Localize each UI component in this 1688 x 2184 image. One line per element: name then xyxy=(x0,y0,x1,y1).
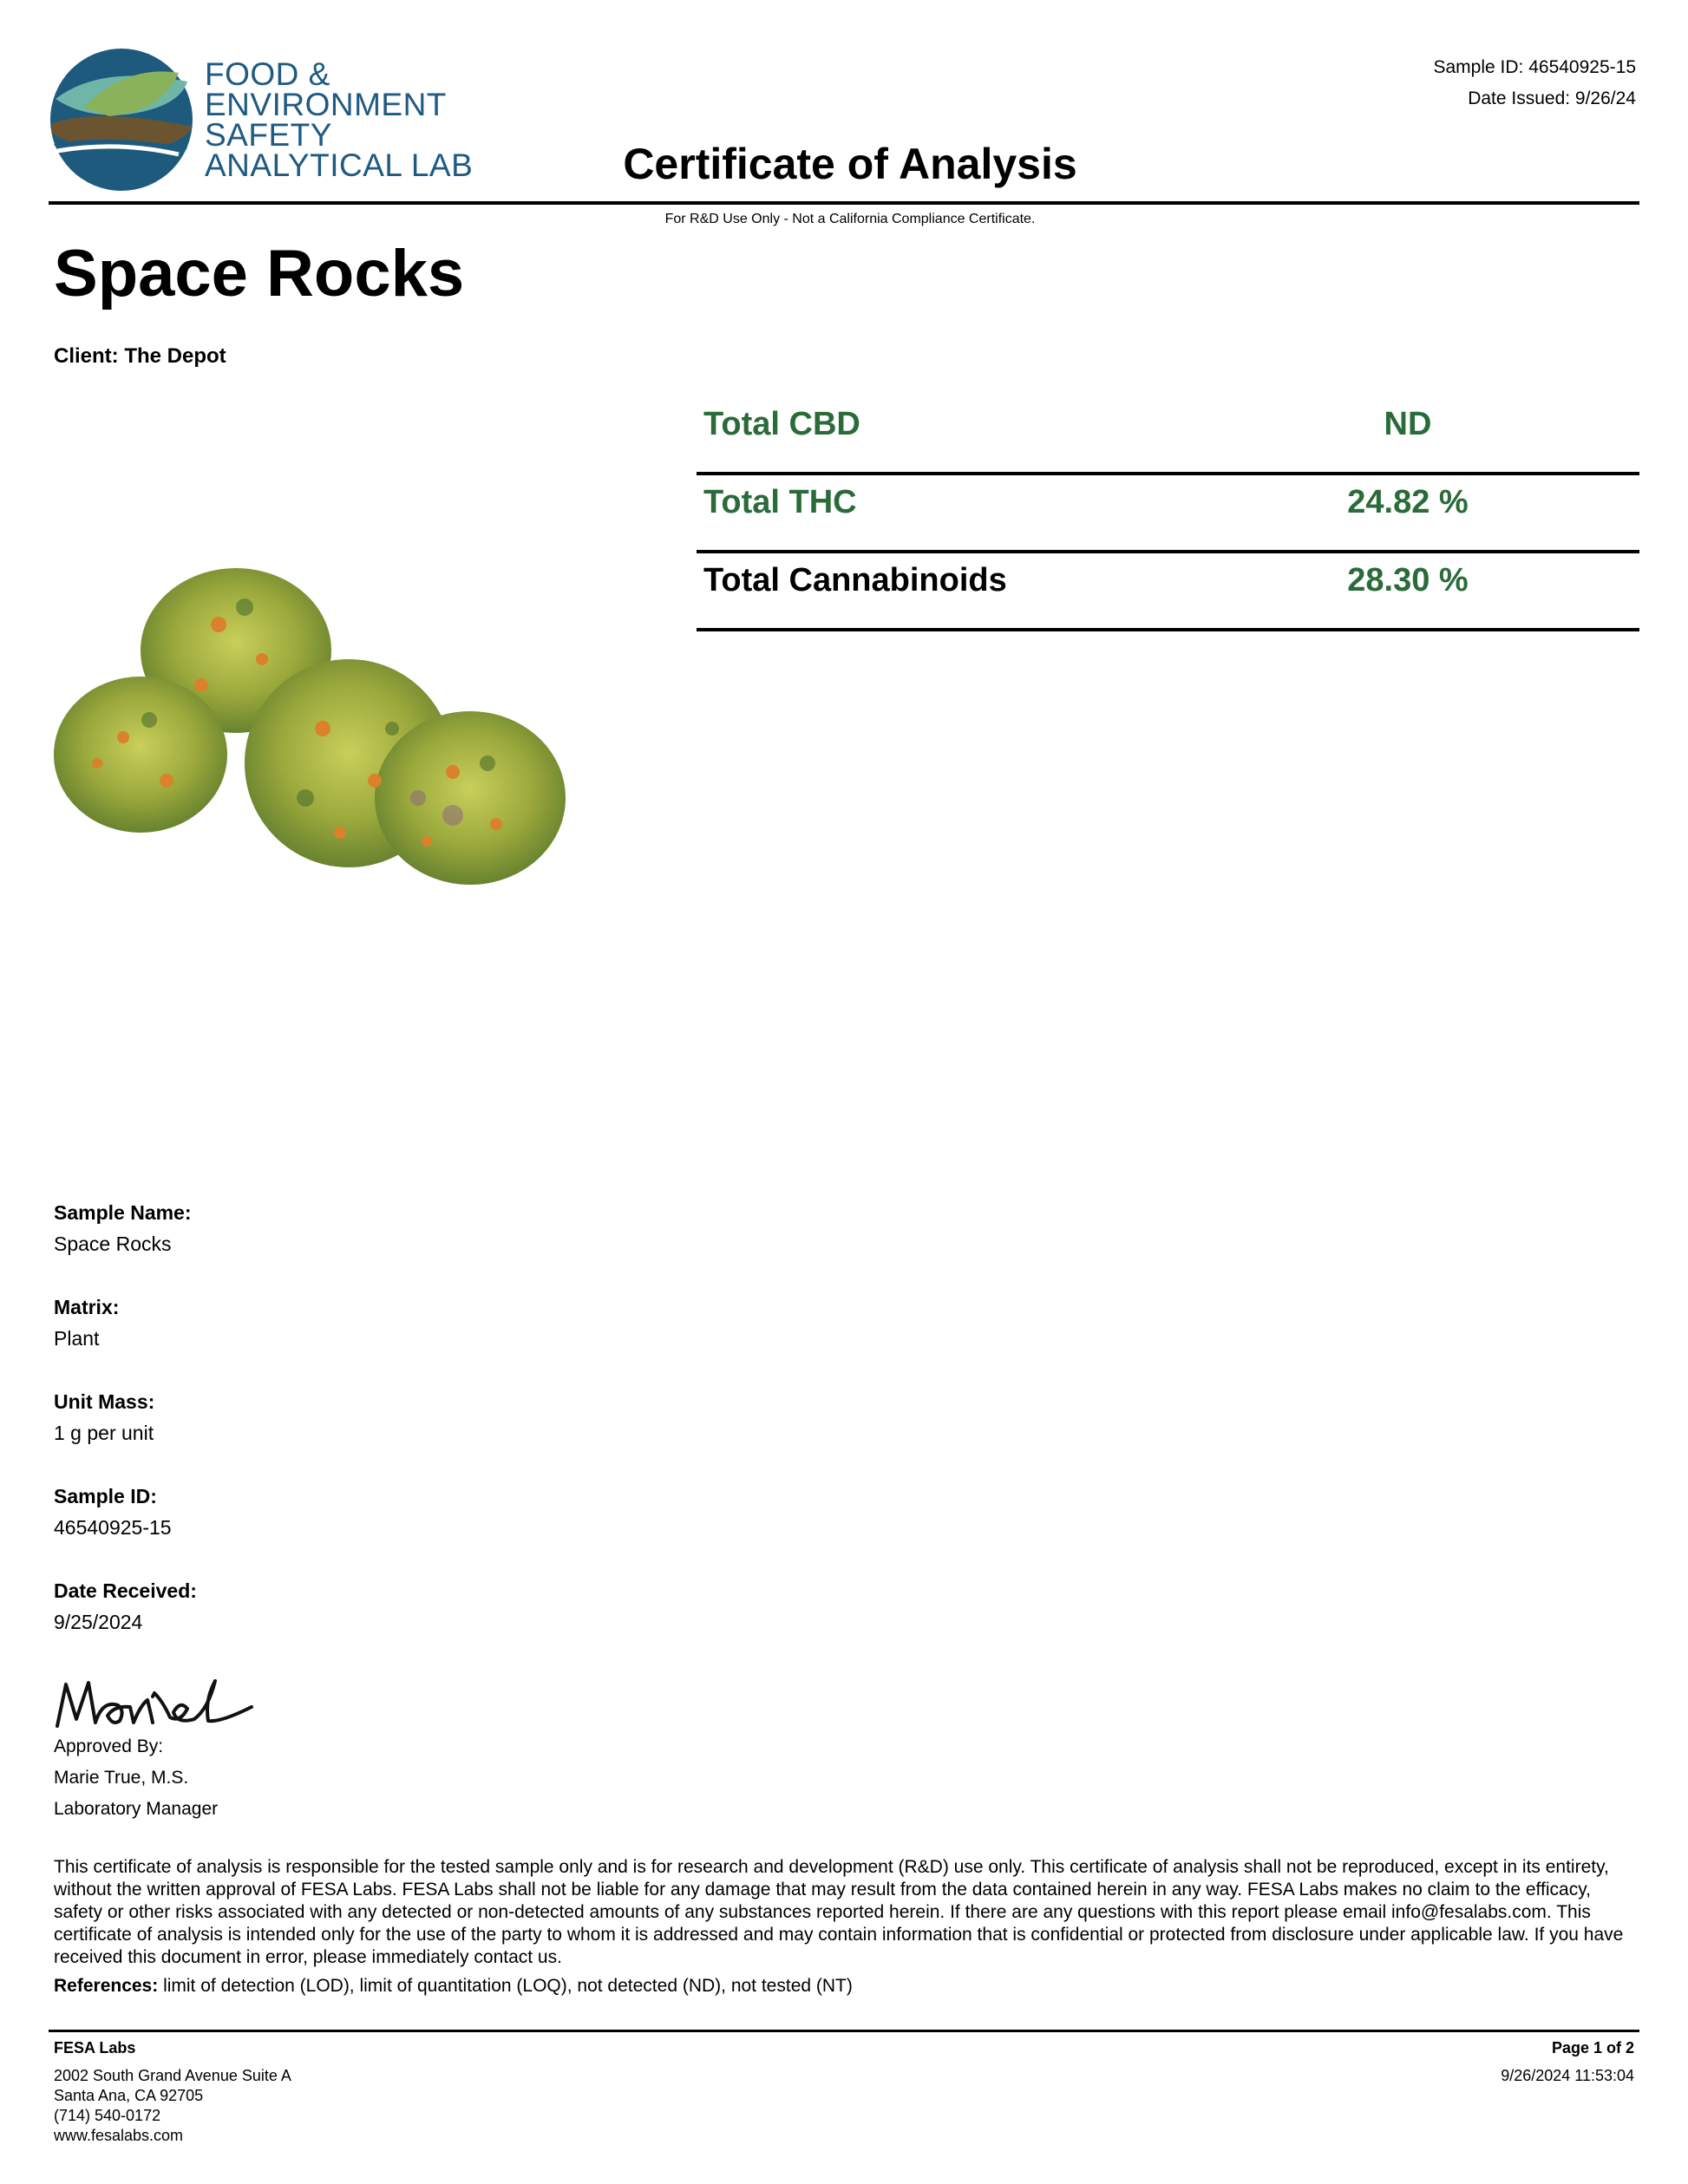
references-label: References: xyxy=(54,1976,159,1996)
result-value: 24.82 % xyxy=(1347,484,1469,520)
page-number: Page 1 of 2 xyxy=(1551,2039,1634,2056)
logo-line-4: ANALYTICAL LAB xyxy=(205,147,474,183)
logo-line-1: FOOD & xyxy=(205,56,330,92)
info-value: 1 g per unit xyxy=(54,1422,154,1444)
info-sample-name xyxy=(54,1197,197,1291)
info-value: 46540925-15 xyxy=(54,1516,172,1539)
result-label: Total THC xyxy=(703,484,857,520)
logo-wordmark xyxy=(205,56,474,183)
info-label: Date Received: xyxy=(54,1579,197,1602)
logo-line-2: ENVIRONMENT xyxy=(205,87,447,122)
info-date-received xyxy=(54,1575,197,1670)
header-sample-id: Sample ID: 46540925-15 xyxy=(1433,57,1636,77)
references xyxy=(54,1976,853,1997)
footer-timestamp: 9/26/2024 11:53:04 xyxy=(1501,2067,1634,2084)
product-photo xyxy=(45,555,583,919)
header-sample-block xyxy=(1434,52,1637,114)
disclaimer-text: This certificate of analysis is responsible for the tested sample only and is for research and development (R&D) use only. This certificate of analysis shall not be reproduced, except in its entirety, without the written approval of FESA Labs. FESA Labs shall not be liable for any damage that may result from the data contained herein in any way. FESA Labs makes no claim to the efficacy, safety or other risks associated with any detected or non-detected amounts of any substances reported herein. If there are any questions with this report please email info@fesalabs.com. This certificate of analysis is intended only for the use of the party to whom it is addressed and may contain information that is confidential or protected from disclosure under applicable law. If you have received this document in error, please immediately contact us. xyxy=(54,1857,1624,1967)
info-label: Sample Name: xyxy=(54,1201,192,1224)
info-sample-id xyxy=(54,1481,197,1575)
page-title: Certificate of Analysis xyxy=(623,140,1077,188)
approval-block xyxy=(54,1731,218,1825)
result-row-cbd xyxy=(697,397,1639,475)
info-matrix xyxy=(54,1291,197,1386)
client-name: Client: The Depot xyxy=(54,344,226,368)
footer-divider xyxy=(49,2030,1639,2032)
result-label: Total CBD xyxy=(703,406,860,442)
info-value: Space Rocks xyxy=(54,1233,172,1255)
result-value: 28.30 % xyxy=(1347,562,1469,598)
results-summary xyxy=(697,397,1639,631)
header-date-issued: Date Issued: 9/26/24 xyxy=(1468,88,1636,108)
info-value: 9/25/2024 xyxy=(54,1611,143,1633)
references-text: limit of detection (LOD), limit of quantitation (LOQ), not detected (ND), not tested (NT) xyxy=(158,1976,853,1996)
approver-name: Marie True, M.S. xyxy=(54,1768,189,1788)
info-label: Unit Mass: xyxy=(54,1390,155,1413)
logo-line-3: SAFETY xyxy=(205,117,332,153)
sample-info xyxy=(54,1197,197,1670)
info-label: Matrix: xyxy=(54,1296,120,1318)
footer-address-line-1: 2002 South Grand Avenue Suite A xyxy=(54,2067,291,2084)
footer-address-line-2: Santa Ana, CA 92705 xyxy=(54,2087,204,2104)
result-row-total-cannabinoids xyxy=(697,553,1639,631)
product-name: Space Rocks xyxy=(54,237,465,311)
approved-by-label: Approved By: xyxy=(54,1736,164,1756)
rd-use-note: For R&D Use Only - Not a California Compliance Certificate. xyxy=(664,212,1036,226)
approver-title: Laboratory Manager xyxy=(54,1799,219,1819)
header-divider xyxy=(49,201,1639,205)
result-value: ND xyxy=(1384,406,1432,442)
info-label: Sample ID: xyxy=(54,1485,157,1507)
info-value: Plant xyxy=(54,1327,100,1350)
footer-phone: (714) 540-0172 xyxy=(54,2107,161,2124)
footer-page-info xyxy=(1501,2038,1634,2086)
footer-website: www.fesalabs.com xyxy=(54,2127,184,2144)
result-label: Total Cannabinoids xyxy=(703,562,1007,598)
result-row-thc xyxy=(697,475,1639,553)
info-unit-mass xyxy=(54,1386,197,1481)
footer-lab-name: FESA Labs xyxy=(54,2039,136,2056)
signature xyxy=(50,1665,258,1735)
footer-address xyxy=(54,2038,291,2146)
